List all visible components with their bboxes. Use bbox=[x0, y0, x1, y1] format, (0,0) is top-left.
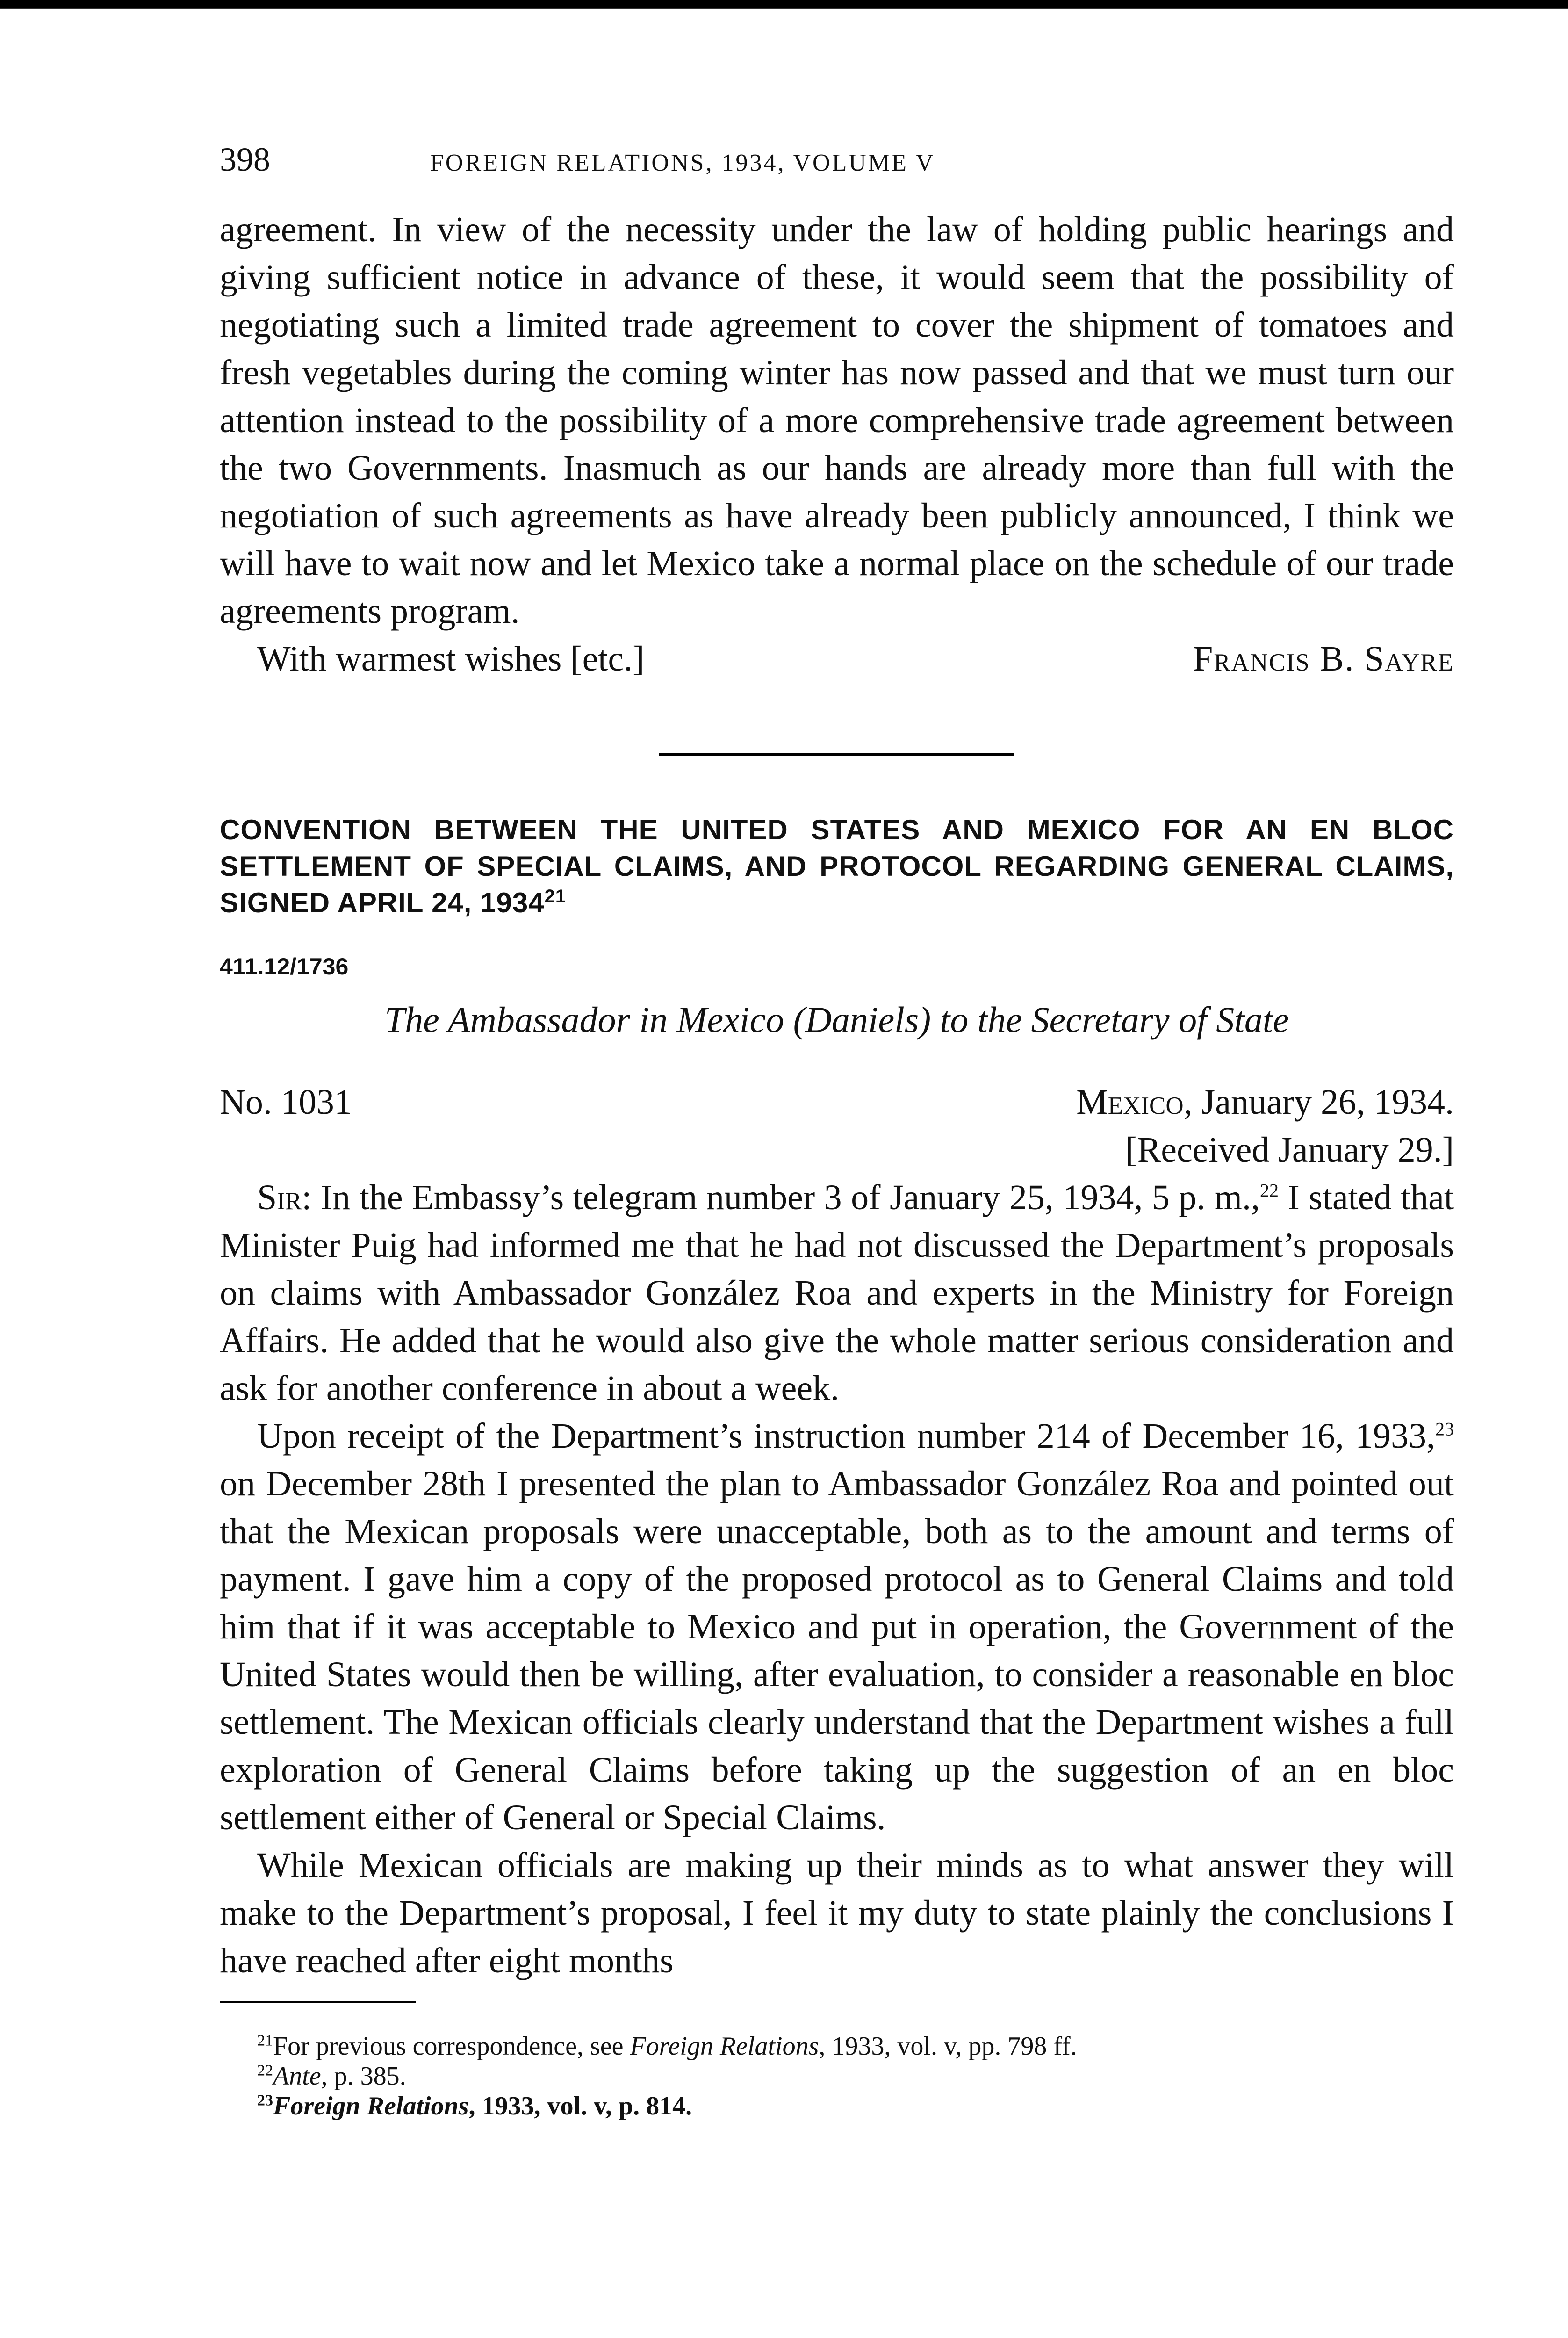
document-number: No. 1031 bbox=[220, 1082, 352, 1122]
footnote-italic: Foreign Relations bbox=[273, 2092, 469, 2121]
footnote-mark: 23 bbox=[257, 2092, 273, 2109]
footnote-rule bbox=[220, 2001, 416, 2003]
footnote-23 bbox=[220, 2091, 1454, 2121]
received-date: [Received January 29.] bbox=[1125, 1130, 1454, 1169]
footnote-21 bbox=[220, 2031, 1454, 2061]
footnote-text: , p. 385. bbox=[321, 2062, 406, 2091]
footnote-text: , 1933, vol. v, p. 814. bbox=[468, 2092, 692, 2121]
date: , January 26, 1934. bbox=[1183, 1082, 1454, 1122]
salutation: Sir bbox=[257, 1178, 302, 1217]
letter-closing: With warmest wishes [etc.] bbox=[257, 639, 645, 678]
footnote-text: , 1933, vol. v, pp. 798 ff. bbox=[819, 2032, 1077, 2061]
place: Mexico bbox=[1076, 1082, 1184, 1122]
section-title-footnote-ref: 21 bbox=[544, 886, 567, 907]
section-divider bbox=[659, 753, 1014, 756]
paragraph-3: While Mexican officials are making up their minds as to what answer they will make to the Department’s proposal, I feel it my duty to state plainly the conclusions I have reached after eight months bbox=[220, 1846, 1454, 1980]
footnote-ref-22: 22 bbox=[1259, 1180, 1279, 1201]
document-title: The Ambassador in Mexico (Daniels) to the Secretary of State bbox=[384, 999, 1289, 1040]
page bbox=[220, 140, 1454, 2121]
paragraph-1-b: I stated that Minister Puig had informed me that he had not discussed the Department’s proposals on claims with Ambassador González Roa and experts in the Ministry for Foreign Affairs. He added that he would also give the whole matter serious consideration and ask for another conference in about a week. bbox=[220, 1178, 1454, 1408]
paragraph-2-a: Upon receipt of the Department’s instruction number 214 of December 16, 1933, bbox=[257, 1416, 1435, 1456]
file-number: 411.12/1736 bbox=[220, 953, 349, 980]
paragraph-1-a: : In the Embassy’s telegram number 3 of January 25, 1934, 5 p. m., bbox=[302, 1178, 1260, 1217]
letter-closing-line bbox=[220, 635, 1454, 683]
section-title bbox=[220, 812, 1454, 921]
footnote-ref-23: 23 bbox=[1435, 1418, 1454, 1440]
letter-signature: Francis B. Sayre bbox=[1193, 639, 1454, 678]
date-line bbox=[1076, 1078, 1454, 1126]
top-border bbox=[0, 0, 1568, 9]
running-head bbox=[220, 140, 1454, 206]
footnote-italic: Ante bbox=[273, 2062, 321, 2091]
footnote-mark: 22 bbox=[257, 2062, 273, 2079]
footnote-italic: Foreign Relations bbox=[630, 2032, 819, 2061]
footnote-mark: 21 bbox=[257, 2032, 273, 2049]
letter-paragraph: agreement. In view of the necessity under the law of holding public hearings and giving sufficient notice in advance of these, it would seem that the possibility of negotiating such a limited trade agreement to cover the shipment of tomatoes and fresh vegetables during the coming winter has now passed and that we must turn our attention instead to the possibility of a more comprehensive trade agreement between the two Governments. Inasmuch as our hands are already more than full with the negotiation of such agreements as have already been publicly announced, I think we will have to wait now and let Mexico take a normal place on the schedule of our trade agreements program. bbox=[220, 210, 1454, 631]
running-title: FOREIGN RELATIONS, 1934, VOLUME V bbox=[430, 150, 935, 176]
dateline bbox=[220, 1078, 1454, 1126]
paragraph-1 bbox=[220, 1174, 1454, 1412]
footnote-22 bbox=[220, 2061, 1454, 2091]
paragraph-2-b: on December 28th I presented the plan to Ambassador González Roa and pointed out that the Mexican proposals were unacceptable, both as to the amount and terms of payment. I gave him a copy of the proposed protocol as to General Claims and told him that if it was acceptable to Mexico and put in operation, the Government of the United States would then be willing, after evaluation, to consider a reasonable en bloc settlement. The Mexican officials clearly understand that the Department wishes a full exploration of General Claims before taking up the suggestion of an en bloc settlement either of General or Special Claims. bbox=[220, 1464, 1454, 1837]
footnote-text: For previous correspondence, see bbox=[273, 2032, 630, 2061]
page-number: 398 bbox=[220, 141, 270, 178]
paragraph-2 bbox=[220, 1412, 1454, 1841]
section-title-text: CONVENTION BETWEEN THE UNITED STATES AND MEXICO FOR AN EN BLOC SETTLEMENT OF SPECIAL CLAIMS, AND PROTOCOL REGARDING GENERAL CLAIMS, SIGNED APRIL 24, 1934 bbox=[220, 814, 1454, 918]
